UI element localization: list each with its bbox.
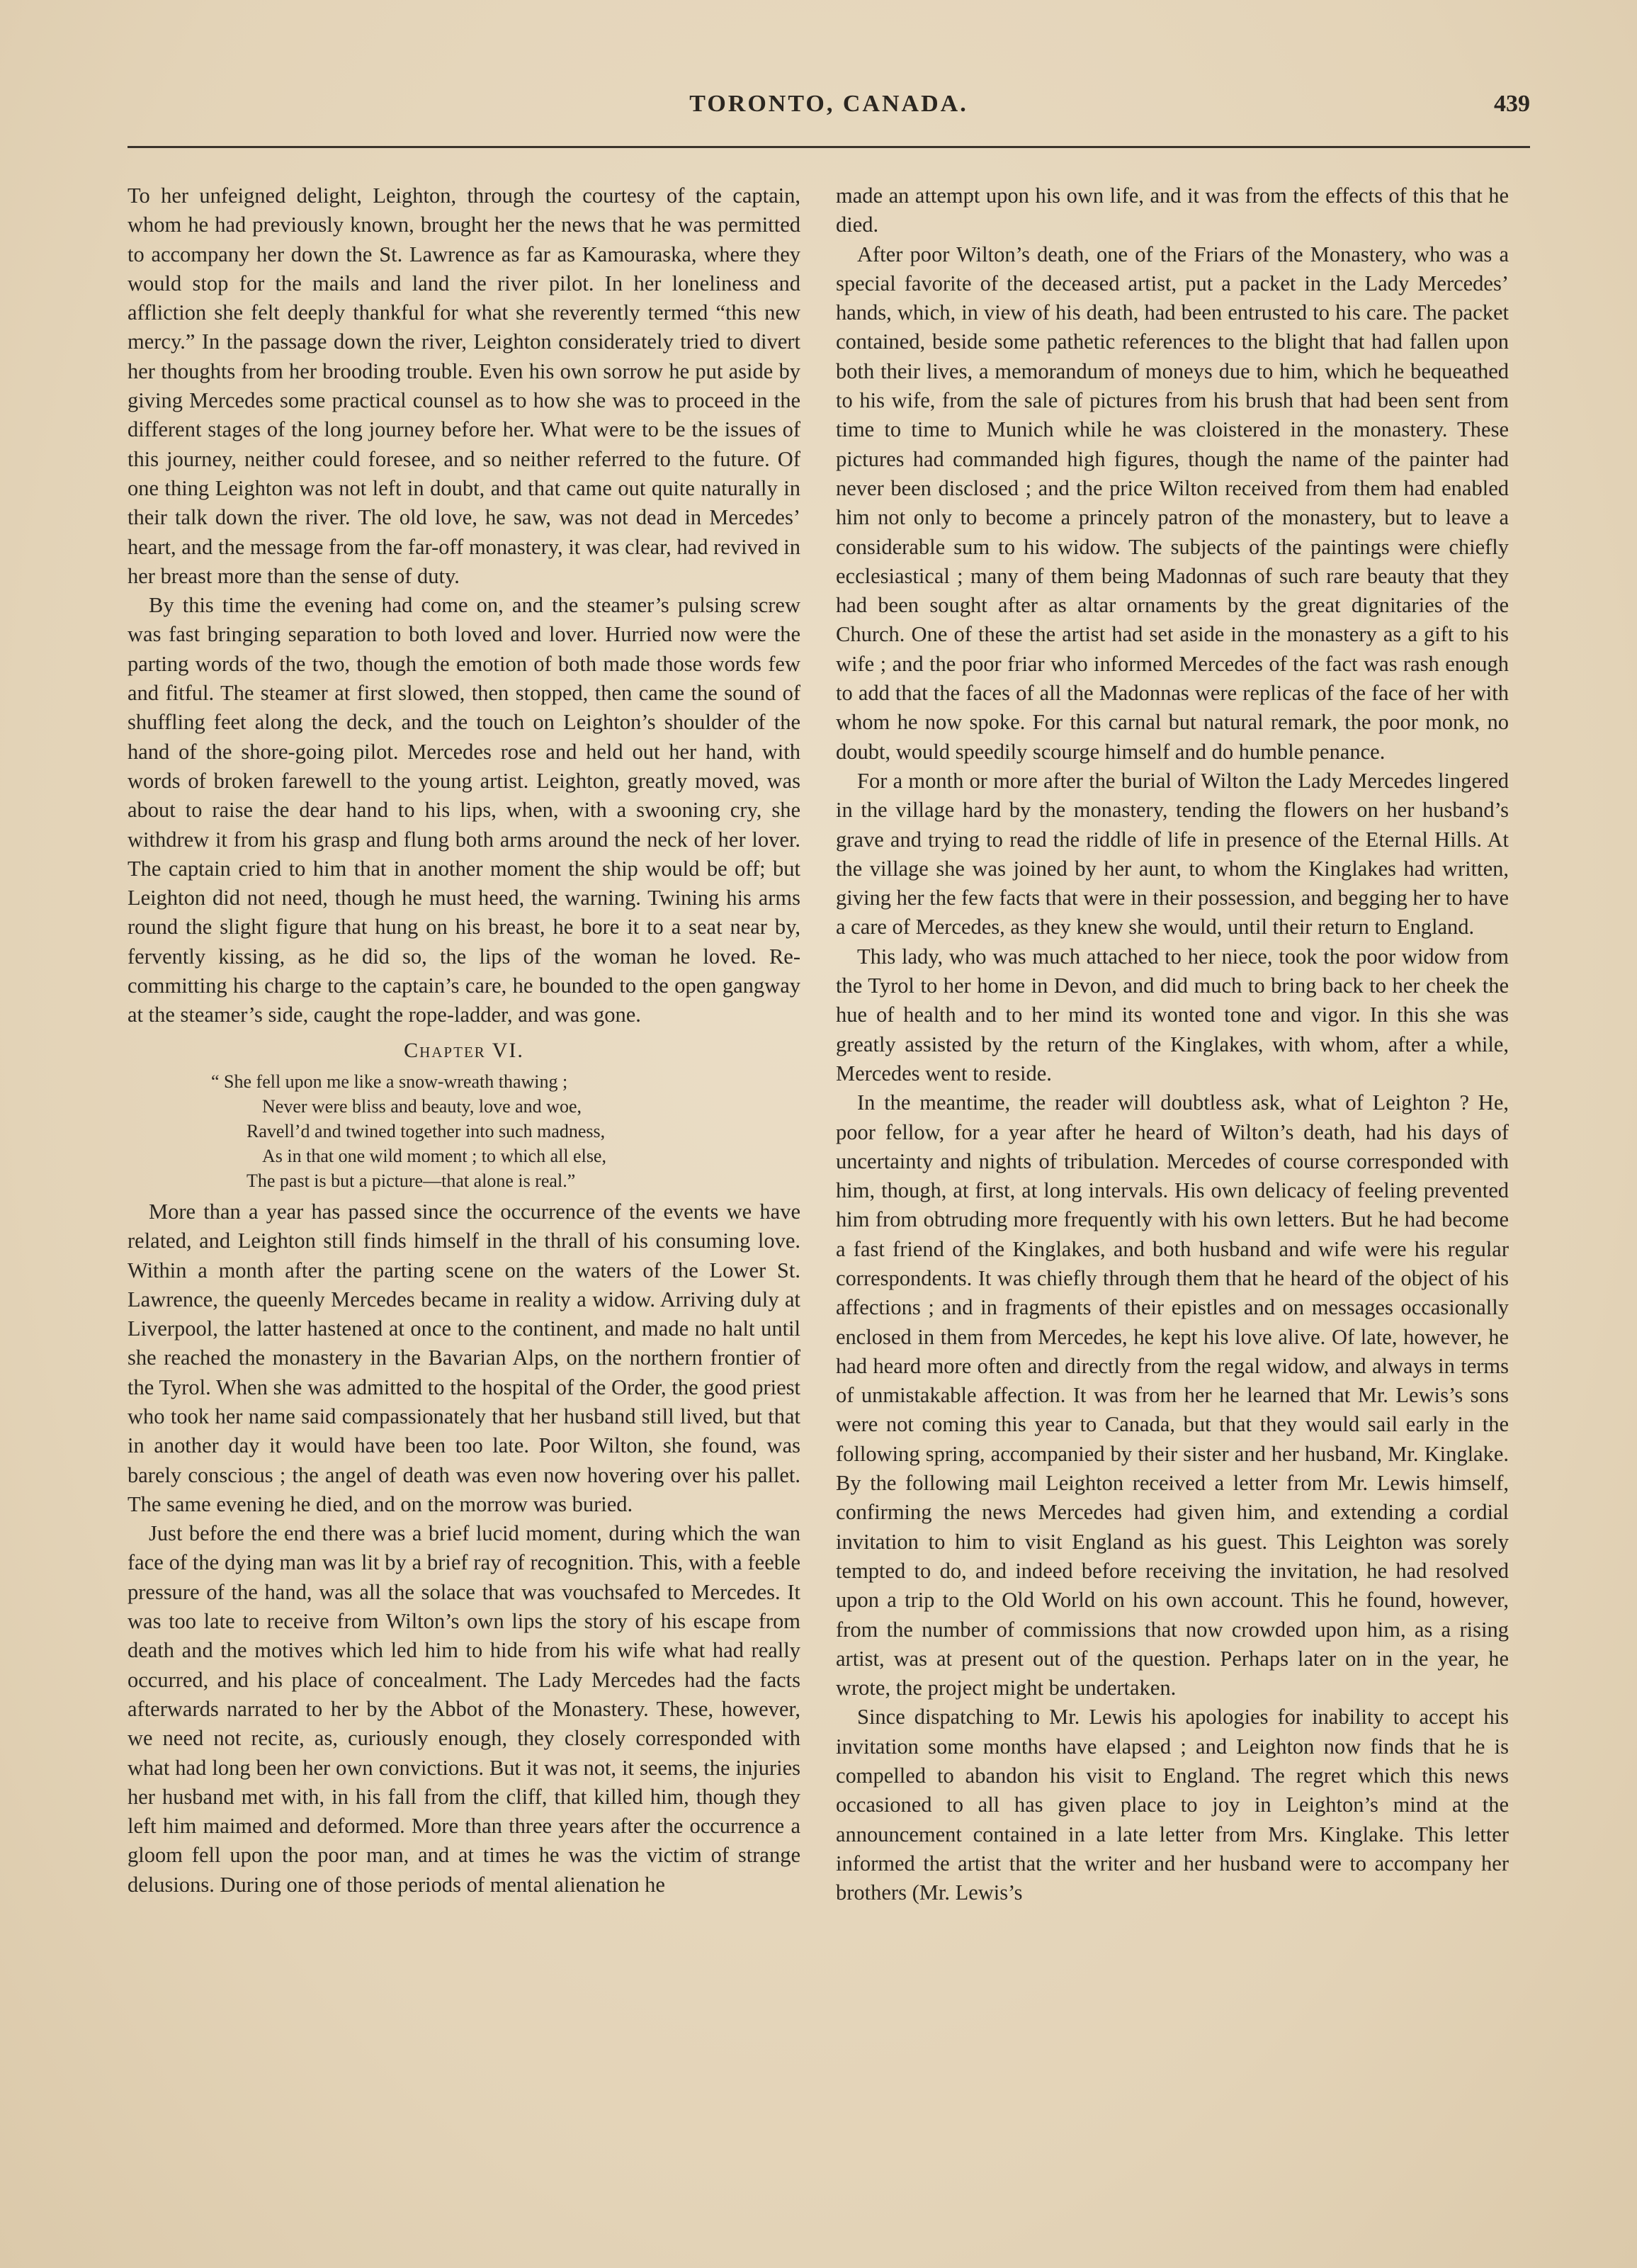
paragraph: Just before the end there was a brief lucid moment, during which the wan face of the dying man was lit by a brief ray of recognition. This, with a feeble pressure of the hand, was all the solace that was vouchsafed to Mercedes. It was too late to receive from Wilton’s own lips the story of his escape from death and the motives which led him to hide from his wife what had really occurred, and his place of concealment. The Lady Mercedes had the facts afterwards narrated to her by the Abbot of the Monastery. These, however, we need not recite, as, curiously enough, they closely corresponded with what had long been her own convictions. But it was not, it seems, the injuries her husband met with, in his fall from the cliff, that killed him, though they left him maimed and deformed. More than three years after the occurrence a gloom fell upon the poor man, and at times he was the victim of strange delusions. During one of those periods of mental alienation he [128, 1521, 800, 1897]
paragraph: This lady, who was much attached to her niece, took the poor widow from the Tyrol to her home in Devon, and did much to bring back to her cheek the hue of health and to her mind its wonted tone and vigor. In this she was greatly assisted by the return of the Kinglakes, with whom, after a while, Mercedes went to reside. [836, 944, 1509, 1085]
chapter-heading: Chapter VI. [404, 1038, 524, 1062]
paragraph: After poor Wilton’s death, one of the Friars of the Monastery, who was a special favorite of the deceased artist, put a packet in the Lady Mercedes’ hands, which, in view of his death, had been entrusted to his care. The packet contained, beside some pathetic references to the blight that had fallen upon both their lives, a memorandum of moneys due to him, which he bequeathed to his wife, from the sale of pictures from his brush that had been sent from time to time to Munich while he was cloistered in the monastery. These pictures had commanded high figures, though the name of the painter had never been disclosed ; and the price Wilton received from them had enabled him not only to become a princely patron of the monastery, but to leave a considerable sum to his widow. The subjects of the paintings were chiefly ecclesiastical ; many of them being Madonnas of such rare beauty that they had been sought after as altar ornaments by the great dignitaries of the Church. One of these the artist had set aside in the monastery as a gift to his wife ; and the poor friar who informed Mercedes of the fact was rash enough to add that the faces of all the Madonnas were replicas of the face of her with whom he now spoke. For this carnal but natural remark, the poor monk, no doubt, would speedily scourge himself and do humble penance. [836, 242, 1509, 764]
paragraph: Since dispatching to Mr. Lewis his apologies for inability to accept his invitation some months have elapsed ; and Leighton now finds that he is compelled to abandon his visit to England. The regret which this news occasioned to all has given place to joy in Leighton’s mind at the announcement contained in a late letter from Mrs. Kinglake. This letter informed the artist that the writer and her husband were to accompany her brothers (Mr. Lewis’s [836, 1705, 1509, 1905]
header-rule [128, 146, 1530, 148]
verse-line: Never were bliss and beauty, love and woe, [262, 1095, 582, 1117]
page-header [128, 91, 1530, 133]
paragraph: To her unfeigned delight, Leighton, through the courtesy of the captain, whom he had previously known, brought her the news that he was permitted to accompany her down the St. Lawrence as far as Kamouraska, where they would stop for the mails and land the river pilot. In her loneliness and affliction she felt deeply thankful for what she reverently termed “this new mercy.” In the passage down the river, Leighton considerately tried to divert her thoughts from her brooding trouble. Even his own sorrow he put aside by giving Mercedes some practical counsel as to how she was to proceed in the different stages of the long journey before her. What were to be the issues of this journey, neither could foresee, and so neither referred to the future. Of one thing Leighton was not left in doubt, and that came out quite naturally in their talk down the river. The old love, he saw, was not dead in Mercedes’ heart, and the message from the far-off monastery, it was clear, had revived in her breast more than the sense of duty. [128, 184, 800, 588]
paragraph: More than a year has passed since the occurrence of the events we have related, and Leighton still finds himself in the thrall of his consuming love. Within a month after the parting scene on the waters of the Lower St. Lawrence, the queenly Mercedes became in reality a widow. Arriving duly at Liverpool, the latter hastened at once to the continent, and made no halt until she reached the monastery in the Bavarian Alps, on the northern frontier of the Tyrol. When she was admitted to the hospital of the Order, the good priest who took her name said compassionately that her husband still lived, but that in another day it would have been too late. Poor Wilton, she found, was barely conscious ; the angel of death was even now hovering over his pallet. The same evening he died, and on the morrow was buried. [128, 1199, 800, 1516]
verse-line: “ She fell upon me like a snow-wreath thawing ; [211, 1071, 568, 1092]
verse-line: Ravell’d and twined together into such madness, [247, 1120, 606, 1141]
verse-line: As in that one wild moment ; to which all else, [262, 1145, 606, 1166]
epigraph-verse [128, 1069, 800, 1193]
page-number: 439 [1494, 91, 1530, 117]
right-column [836, 181, 1509, 1908]
verse-line: The past is but a picture—that alone is real.” [247, 1170, 576, 1191]
paragraph: made an attempt upon his own life, and it was from the effects of this that he died. [836, 184, 1509, 237]
paragraph: In the meantime, the reader will doubtless ask, what of Leighton ? He, poor fellow, for a year after he heard of Wilton’s death, had his days of uncertainty and nights of tribulation. Mercedes of course corresponded with him, though, at first, at long intervals. His own delicacy of feeling prevented him from obtruding more frequently with his own letters. But he had become a fast friend of the Kinglakes, and both husband and wife were his regular correspondents. It was chiefly through them that he heard of the object of his affections ; and in fragments of their epistles and on messages occasionally enclosed in them from Mercedes, he kept his love alive. Of late, however, he had heard more often and directly from the regal widow, and always in terms of unmistakable affection. It was from her he learned that Mr. Lewis’s sons were not coming this year to Canada, but that they would sail early in the following spring, accompanied by their sister and her husband, Mr. Kinglake. By the following mail Leighton received a letter from Mr. Lewis himself, confirming the news Mercedes had given him, and extending a cordial invitation to him to visit England as his guest. This Leighton was sorely tempted to do, and indeed before receiving the invitation, he had resolved upon a trip to the Old World on his own account. This he found, however, from the number of commissions that now crowded upon him, as a rising artist, was at present out of the question. Perhaps later on in the year, he wrote, the project might be undertaken. [836, 1090, 1509, 1700]
running-title: TORONTO, CANADA. [689, 91, 968, 117]
paragraph: For a month or more after the burial of Wilton the Lady Mercedes lingered in the village hard by the monastery, tending the flowers on her husband’s grave and trying to read the riddle of life in presence of the Eternal Hills. At the village she was joined by her aunt, to whom the Kinglakes had written, giving her the few facts that were in their possession, and begging her to have a care of Mercedes, as they knew she would, until their return to England. [836, 768, 1509, 940]
paragraph: By this time the evening had come on, and the steamer’s pulsing screw was fast bringing separation to both loved and lover. Hurried now were the parting words of the two, though the emotion of both made those words few and fitful. The steamer at first slowed, then stopped, then came the sound of shuffling feet along the deck, and the touch on Leighton’s shoulder of the hand of the shore-going pilot. Mercedes rose and held out her hand, with words of broken farewell to the young artist. Leighton, greatly moved, was about to raise the dear hand to his lips, when, with a swooning cry, she withdrew it from his grasp and flung both arms around the neck of her lover. The captain cried to him that in another moment the ship would be off; but Leighton did not need, though he must heed, the warning. Twining his arms round the slight figure that hung on his breast, he bore it to a seat near by, fervently kissing, as he did so, the lips of the woman he loved. Re-committing his charge to the captain’s care, he bounded to the open gangway at the steamer’s side, caught the rope-ladder, and was gone. [128, 593, 800, 1027]
left-column [128, 181, 800, 1900]
